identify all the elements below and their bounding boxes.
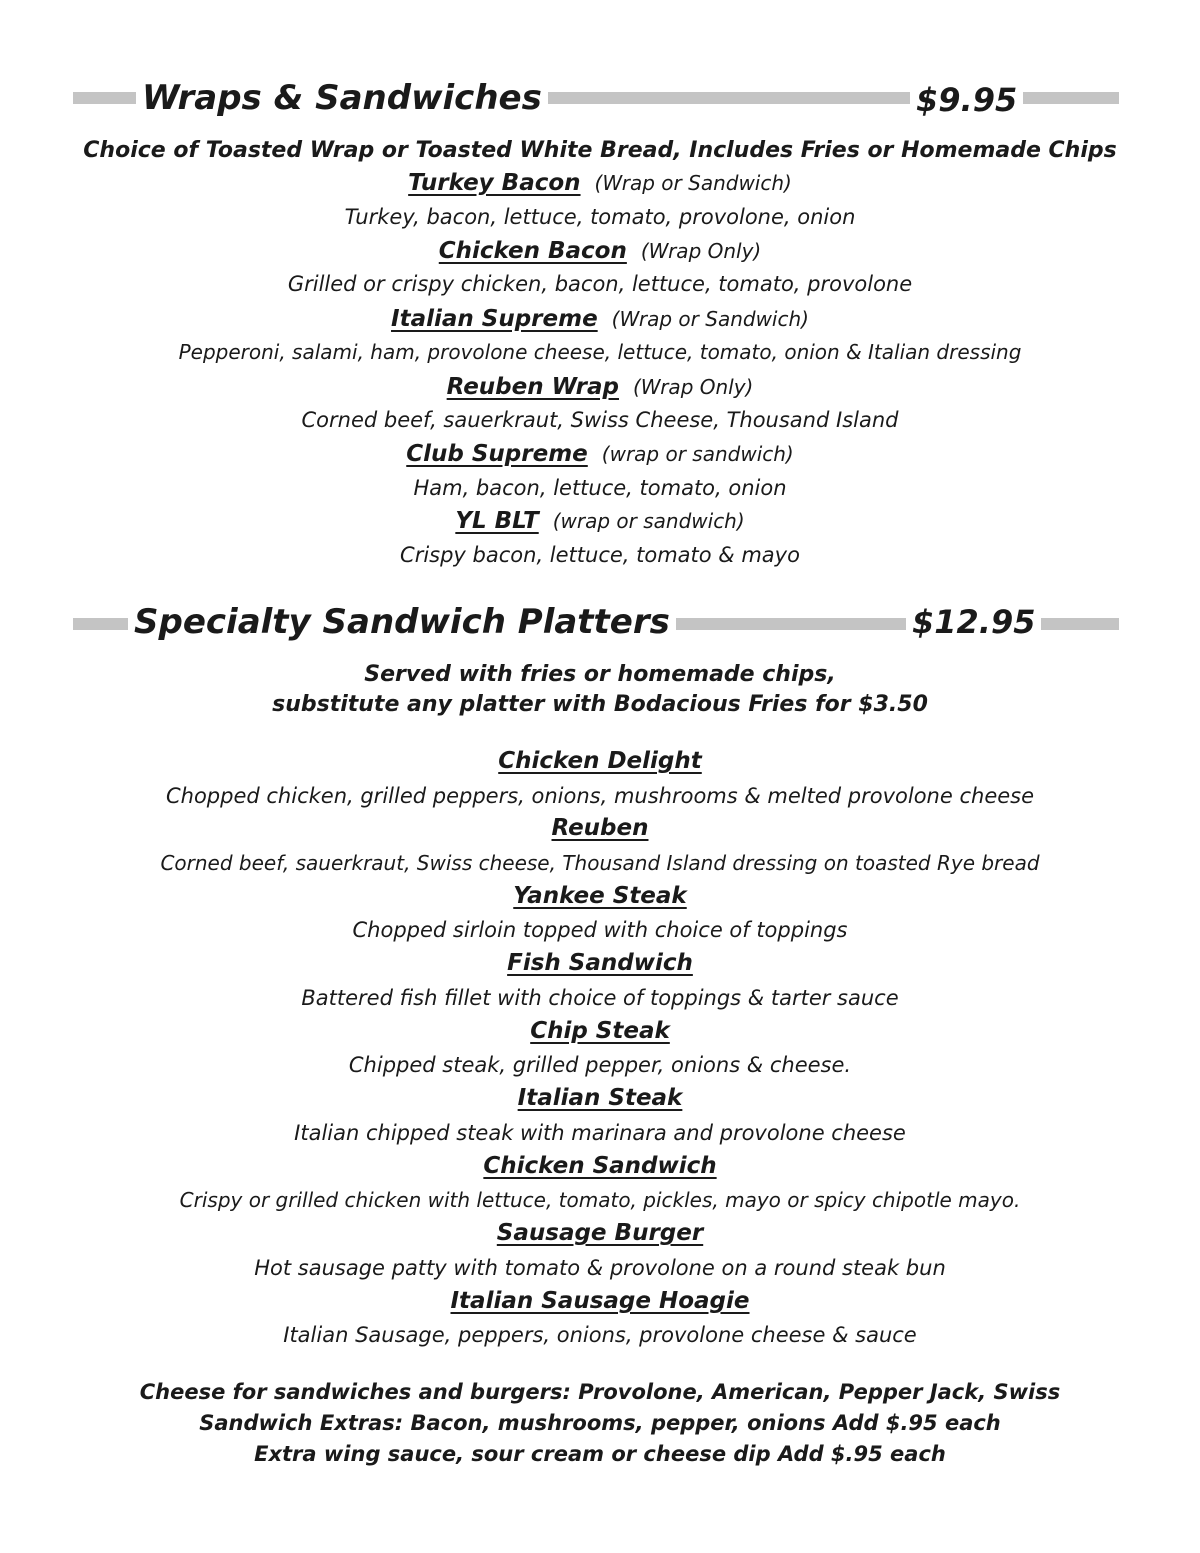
platters-intro: Served with fries or homemade chips, (364, 662, 836, 687)
platters-item (0, 1220, 1200, 1246)
platters-item (0, 883, 1200, 909)
platters-item (0, 1018, 1200, 1044)
platters-item (0, 950, 1200, 976)
platters-item-name: Italian Sausage Hoagie (450, 1288, 750, 1314)
wraps-item-desc: Ham, bacon, lettuce, tomato, onion (413, 476, 787, 500)
wraps-item-name: YL BLT (455, 508, 539, 534)
platters-item-desc: Chopped chicken, grilled peppers, onions, mushrooms & melted provolone cheese (165, 784, 1035, 808)
platters-item (0, 748, 1200, 774)
platters-item (0, 1085, 1200, 1111)
wraps-item-name: Chicken Bacon (438, 238, 627, 264)
platters-item-desc: Italian chipped steak with marinara and provolone cheese (294, 1121, 906, 1145)
platters-item-name: Yankee Steak (513, 883, 687, 909)
wraps-item-note: (Wrap Only) (632, 375, 754, 399)
wraps-item (0, 374, 1200, 400)
wraps-item (0, 441, 1200, 467)
wraps-item-note: (Wrap Only) (640, 239, 762, 263)
platters-intro: substitute any platter with Bodacious Fries for $3.50 (272, 692, 928, 717)
platters-item-name: Reuben (551, 815, 649, 841)
platters-title: Specialty Sandwich Platters (128, 600, 676, 644)
wraps-title: Wraps & Sandwiches (136, 76, 548, 120)
wraps-item-name: Turkey Bacon (408, 170, 581, 196)
wraps-item-name: Italian Supreme (391, 306, 598, 332)
wraps-item-note: (wrap or sandwich) (601, 442, 794, 466)
platters-item-desc: Chipped steak, grilled pepper, onions & cheese. (348, 1053, 852, 1077)
platters-item-desc: Crispy or grilled chicken with lettuce, tomato, pickles, mayo or spicy chipotle mayo. (179, 1188, 1021, 1212)
wraps-item (0, 508, 1200, 534)
platters-header (0, 594, 1200, 654)
wraps-item (0, 306, 1200, 332)
wraps-header (0, 72, 1200, 132)
wraps-item-name: Club Supreme (406, 441, 588, 467)
platters-item-name: Sausage Burger (496, 1220, 704, 1246)
platters-item-desc: Chopped sirloin topped with choice of toppings (352, 918, 848, 942)
platters-item-name: Chip Steak (530, 1018, 670, 1044)
platters-item-desc: Corned beef, sauerkraut, Swiss cheese, Thousand Island dressing on toasted Rye bread (160, 851, 1040, 875)
footer-sauce: Extra wing sauce, sour cream or cheese dip Add $.95 each (254, 1442, 946, 1466)
wraps-item-note: (Wrap or Sandwich) (611, 307, 809, 331)
footer-extras: Sandwich Extras: Bacon, mushrooms, pepper, onions Add $.95 each (199, 1411, 1001, 1435)
wraps-item (0, 238, 1200, 264)
wraps-item-desc: Corned beef, sauerkraut, Swiss Cheese, Thousand Island (301, 408, 899, 432)
platters-item-desc: Italian Sausage, peppers, onions, provolone cheese & sauce (283, 1323, 917, 1347)
platters-item-name: Italian Steak (517, 1085, 683, 1111)
platters-item-name: Chicken Sandwich (483, 1153, 717, 1179)
platters-item-name: Fish Sandwich (507, 950, 693, 976)
wraps-item-note: (wrap or sandwich) (552, 509, 745, 533)
platters-item (0, 815, 1200, 841)
platters-item (0, 1288, 1200, 1314)
platters-price: $12.95 (906, 600, 1041, 644)
wraps-item-desc: Turkey, bacon, lettuce, tomato, provolone, onion (344, 205, 856, 229)
platters-item-name: Chicken Delight (498, 748, 702, 774)
wraps-intro: Choice of Toasted Wrap or Toasted White Bread, Includes Fries or Homemade Chips (83, 138, 1117, 163)
wraps-item-note: (Wrap or Sandwich) (594, 171, 792, 195)
platters-item-desc: Battered fish fillet with choice of toppings & tarter sauce (301, 986, 899, 1010)
wraps-item-desc: Grilled or crispy chicken, bacon, lettuce, tomato, provolone (287, 272, 913, 296)
footer-cheese: Cheese for sandwiches and burgers: Provolone, American, Pepper Jack, Swiss (139, 1380, 1061, 1404)
wraps-item (0, 170, 1200, 196)
wraps-price: $9.95 (910, 78, 1023, 122)
wraps-item-desc: Pepperoni, salami, ham, provolone cheese, lettuce, tomato, onion & Italian dressing (178, 340, 1022, 364)
wraps-item-desc: Crispy bacon, lettuce, tomato & mayo (400, 543, 800, 567)
platters-item-desc: Hot sausage patty with tomato & provolone on a round steak bun (254, 1256, 946, 1280)
wraps-item-name: Reuben Wrap (446, 374, 619, 400)
platters-item (0, 1153, 1200, 1179)
